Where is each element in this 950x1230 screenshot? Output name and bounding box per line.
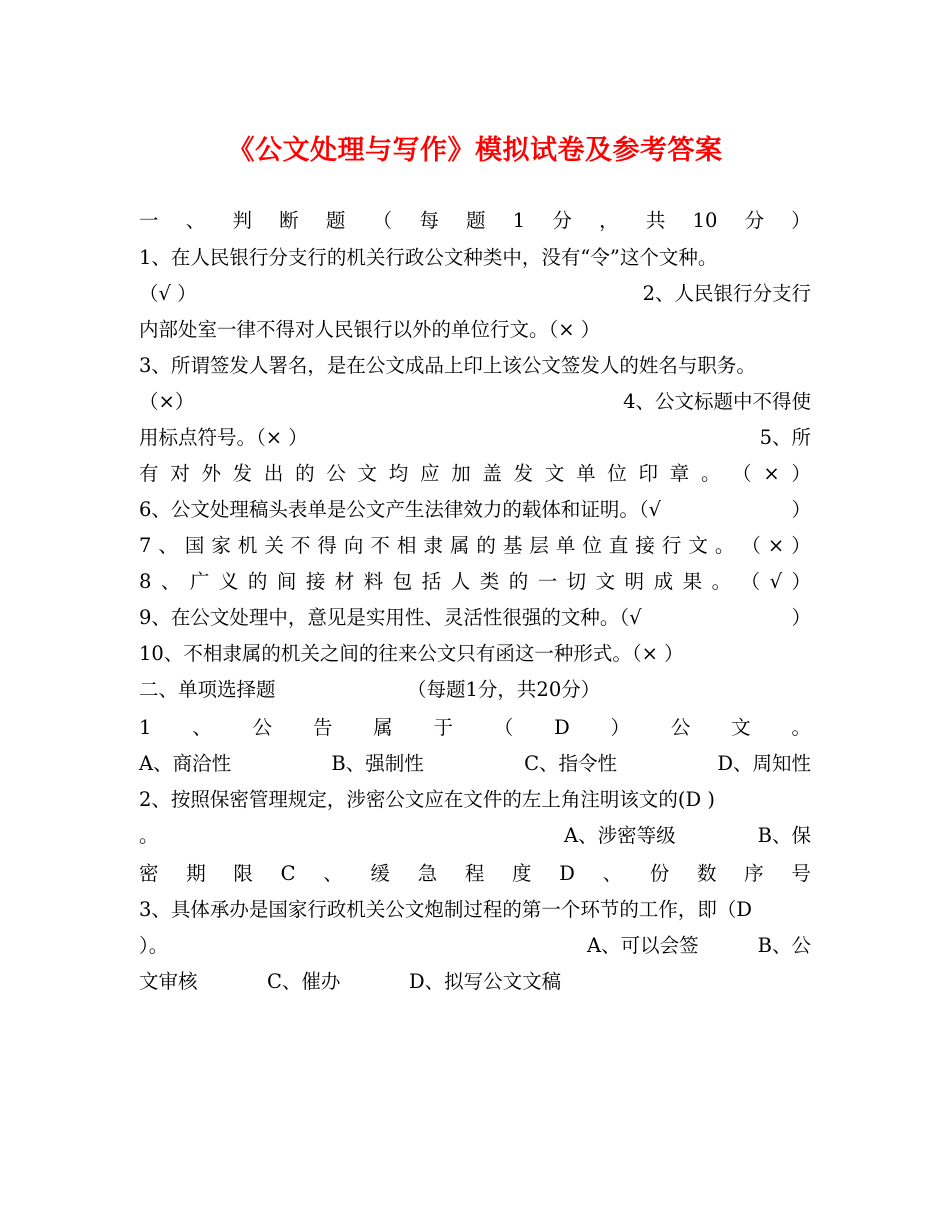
- question-char: 出: [263, 462, 284, 485]
- option-char: 数: [696, 862, 717, 885]
- option-char: 期: [186, 862, 206, 885]
- heading-char: （: [372, 209, 393, 232]
- question-char: 国: [184, 534, 205, 557]
- question-char: 人: [450, 570, 471, 593]
- option-b-cont: 文审核: [139, 970, 198, 993]
- question-9: [139, 600, 811, 636]
- question-text: 2、人民银行分支行: [642, 282, 811, 305]
- option-char: 序: [744, 862, 764, 885]
- section2-heading: [139, 672, 811, 708]
- question-char: ）: [791, 570, 811, 593]
- question-char: D: [554, 716, 570, 739]
- question-1: [139, 240, 811, 276]
- question-char: 单: [555, 534, 576, 557]
- question-char: 。: [714, 534, 735, 557]
- question-char: 、: [160, 570, 181, 593]
- option-char: 密: [139, 862, 159, 885]
- question-3-answer-line: [139, 384, 811, 420]
- question-char: 有: [139, 462, 159, 485]
- question-text: 6、公文处理稿头表单是公文产生法律效力的载体和证明。（√: [139, 498, 662, 521]
- option-item: D、拟写公文文稿: [409, 970, 562, 993]
- question-char: 应: [419, 462, 440, 485]
- question-char: 的: [295, 462, 315, 485]
- question-char: 广: [189, 570, 210, 593]
- question-char: 的: [247, 570, 268, 593]
- question-char: 的: [476, 534, 496, 557]
- option-a: A、涉密等级: [564, 824, 676, 847]
- question-char: 位: [607, 462, 627, 485]
- question-char: （: [493, 716, 514, 739]
- question-char: 。: [711, 570, 732, 593]
- question-text: 10、不相隶属的机关之间的往来公文只有函这一种形式。（× ）: [139, 642, 684, 665]
- question-char: 8: [139, 570, 152, 593]
- question-char: 直: [608, 534, 629, 557]
- question-char: 括: [421, 570, 442, 593]
- question-char: 发: [232, 462, 253, 485]
- question-char: 关: [264, 534, 284, 557]
- option-char: 号: [791, 862, 811, 885]
- question-char: 公: [252, 716, 273, 739]
- heading-char: 共: [645, 209, 666, 232]
- question-char: 加: [451, 462, 471, 485]
- question-5: [139, 456, 811, 492]
- option-item: D、周知性: [717, 752, 811, 775]
- heading-char: 每: [419, 209, 439, 232]
- question-4: [139, 420, 811, 456]
- question-char: 行: [661, 534, 682, 557]
- question-char: 属: [373, 716, 393, 739]
- option-item: C、指令性: [524, 752, 618, 775]
- section-heading-text: 二、单项选择题: [139, 678, 276, 701]
- option-char: D: [559, 862, 575, 885]
- question-char: 明: [624, 570, 645, 593]
- heading-char: 分: [744, 209, 765, 232]
- mc-question-2-options-cont: [139, 856, 811, 892]
- question-char: 机: [237, 534, 258, 557]
- question-text: 5、所: [759, 426, 811, 449]
- question-char: √: [769, 570, 782, 593]
- mc-question-1: [139, 710, 811, 746]
- option-char: 程: [464, 862, 485, 885]
- mc-question-3: [139, 892, 811, 928]
- question-char: 文: [544, 462, 565, 485]
- question-char: 基: [502, 534, 523, 557]
- question-char: 公: [670, 716, 691, 739]
- heading-char: 一: [139, 209, 159, 232]
- question-char: 盖: [482, 462, 502, 485]
- mc-question-3-options: [139, 928, 811, 964]
- heading-char: ，: [599, 209, 619, 232]
- answer-mark: （√ ）: [139, 282, 197, 305]
- question-char: 不: [290, 534, 311, 557]
- question-char: 于: [433, 716, 453, 739]
- question-text: 1、在人民银行分支行的机关行政公文种类中，没有“令”这个文种。: [139, 246, 718, 269]
- question-char: 间: [276, 570, 297, 593]
- question-8: [139, 564, 811, 600]
- option-char: 限: [233, 862, 253, 885]
- question-char: ）: [791, 462, 811, 485]
- question-7: [139, 528, 811, 564]
- question-char: （: [740, 570, 761, 593]
- section1-heading: [139, 203, 811, 239]
- option-char: 、: [323, 862, 343, 885]
- question-char: 类: [479, 570, 500, 593]
- question-char: 接: [635, 534, 655, 557]
- question-text: 。: [139, 824, 159, 847]
- question-text: 4、公文标题中不得使: [623, 390, 811, 413]
- option-char: C: [280, 862, 296, 885]
- question-char: 相: [396, 534, 417, 557]
- question-char: 1: [139, 716, 152, 739]
- question-char: ×: [763, 462, 780, 485]
- question-char: 不: [370, 534, 390, 557]
- question-char: 发: [513, 462, 534, 485]
- question-char: 一: [537, 570, 558, 593]
- heading-char: 题: [466, 209, 486, 232]
- question-char: ）: [791, 534, 811, 557]
- option-b: B、公: [757, 934, 811, 957]
- question-text: 3、所谓签发人署名，是在公文成品上印上该公文签发人的姓名与职务。: [139, 354, 756, 377]
- question-char: 成: [653, 570, 674, 593]
- heading-char: 题: [325, 209, 346, 232]
- question-text: 9、在公文处理中，意见是实用性、灵活性很强的文种。（√: [139, 606, 642, 629]
- question-char: 的: [508, 570, 529, 593]
- question-10: [139, 636, 811, 672]
- mc-question-2-options: [139, 818, 811, 854]
- question-char: 接: [305, 570, 326, 593]
- question-char: 家: [211, 534, 231, 557]
- option-b: B、保: [757, 824, 811, 847]
- option-char: 急: [417, 862, 438, 885]
- option-char: 份: [649, 862, 670, 885]
- heading-char: ）: [791, 209, 811, 232]
- question-6: [139, 492, 811, 528]
- question-text: 2、按照保密管理规定，涉密公文应在文件的左上角注明该文的(D ): [139, 788, 715, 811]
- option-char: 度: [512, 862, 532, 885]
- heading-char: 断: [279, 209, 299, 232]
- question-char: 文: [357, 462, 378, 485]
- question-char: 位: [582, 534, 602, 557]
- section-heading-note: （每题1分，共20分）: [407, 678, 601, 701]
- question-char: 材: [334, 570, 355, 593]
- question-char: 文: [688, 534, 708, 557]
- page-title: 《公文处理与写作》模拟试卷及参考答案: [227, 135, 723, 166]
- heading-char: 分: [552, 209, 572, 232]
- question-char: 文: [731, 716, 751, 739]
- question-char: 文: [595, 570, 616, 593]
- option-char: 缓: [370, 862, 390, 885]
- question-char: 公: [326, 462, 346, 485]
- question-char: 7: [139, 534, 152, 557]
- question-char: （: [741, 534, 761, 557]
- question-char: 均: [388, 462, 409, 485]
- question-char: 得: [317, 534, 337, 557]
- question-char: 印: [638, 462, 659, 485]
- question-char: 属: [449, 534, 470, 557]
- question-char: 向: [343, 534, 364, 557]
- question-char: 隶: [423, 534, 443, 557]
- question-char: ）: [610, 716, 631, 739]
- question-char: 、: [158, 534, 178, 557]
- question-char: 单: [576, 462, 596, 485]
- question-3: [139, 348, 811, 384]
- question-2: [139, 312, 811, 348]
- option-item: C、催办: [267, 970, 341, 993]
- question-char: 、: [192, 716, 212, 739]
- question-char: 料: [363, 570, 384, 593]
- option-item: B、强制性: [331, 752, 424, 775]
- question-char: 切: [566, 570, 587, 593]
- heading-char: 判: [232, 209, 252, 232]
- question-char: 。: [700, 462, 721, 485]
- answer-close: ）: [791, 606, 811, 629]
- question-text: 内部处室一律不得对人民银行以外的单位行文。（× ）: [139, 318, 601, 341]
- question-char: 义: [218, 570, 239, 593]
- question-char: 对: [170, 462, 190, 485]
- mc-question-3-options-cont: [139, 964, 811, 1000]
- option-item: A、商洽性: [139, 752, 232, 775]
- question-char: 告: [312, 716, 333, 739]
- question-char: （: [732, 462, 752, 485]
- question-text: 3、具体承办是国家行政机关公文炮制过程的第一个环节的工作，即（D: [139, 898, 753, 921]
- answer-mark: （×）: [139, 390, 195, 413]
- question-char: 章: [669, 462, 690, 485]
- answer-close: ）: [791, 498, 811, 521]
- question-text: ）。: [139, 934, 169, 957]
- question-char: 包: [392, 570, 413, 593]
- question-char: 层: [529, 534, 549, 557]
- question-char: 果: [682, 570, 703, 593]
- heading-char: 10: [692, 209, 718, 232]
- question-1-answer-line: [139, 276, 811, 312]
- question-text: 用标点符号。（× ）: [139, 426, 308, 449]
- option-a: A、可以会签: [587, 934, 699, 957]
- option-char: 、: [602, 862, 623, 885]
- question-char: 外: [201, 462, 221, 485]
- mc-question-1-options: [139, 746, 811, 782]
- heading-char: 1: [512, 209, 526, 232]
- question-char: 。: [791, 716, 811, 739]
- mc-question-2: [139, 782, 811, 818]
- question-char: ×: [767, 534, 785, 557]
- heading-char: 、: [185, 209, 206, 232]
